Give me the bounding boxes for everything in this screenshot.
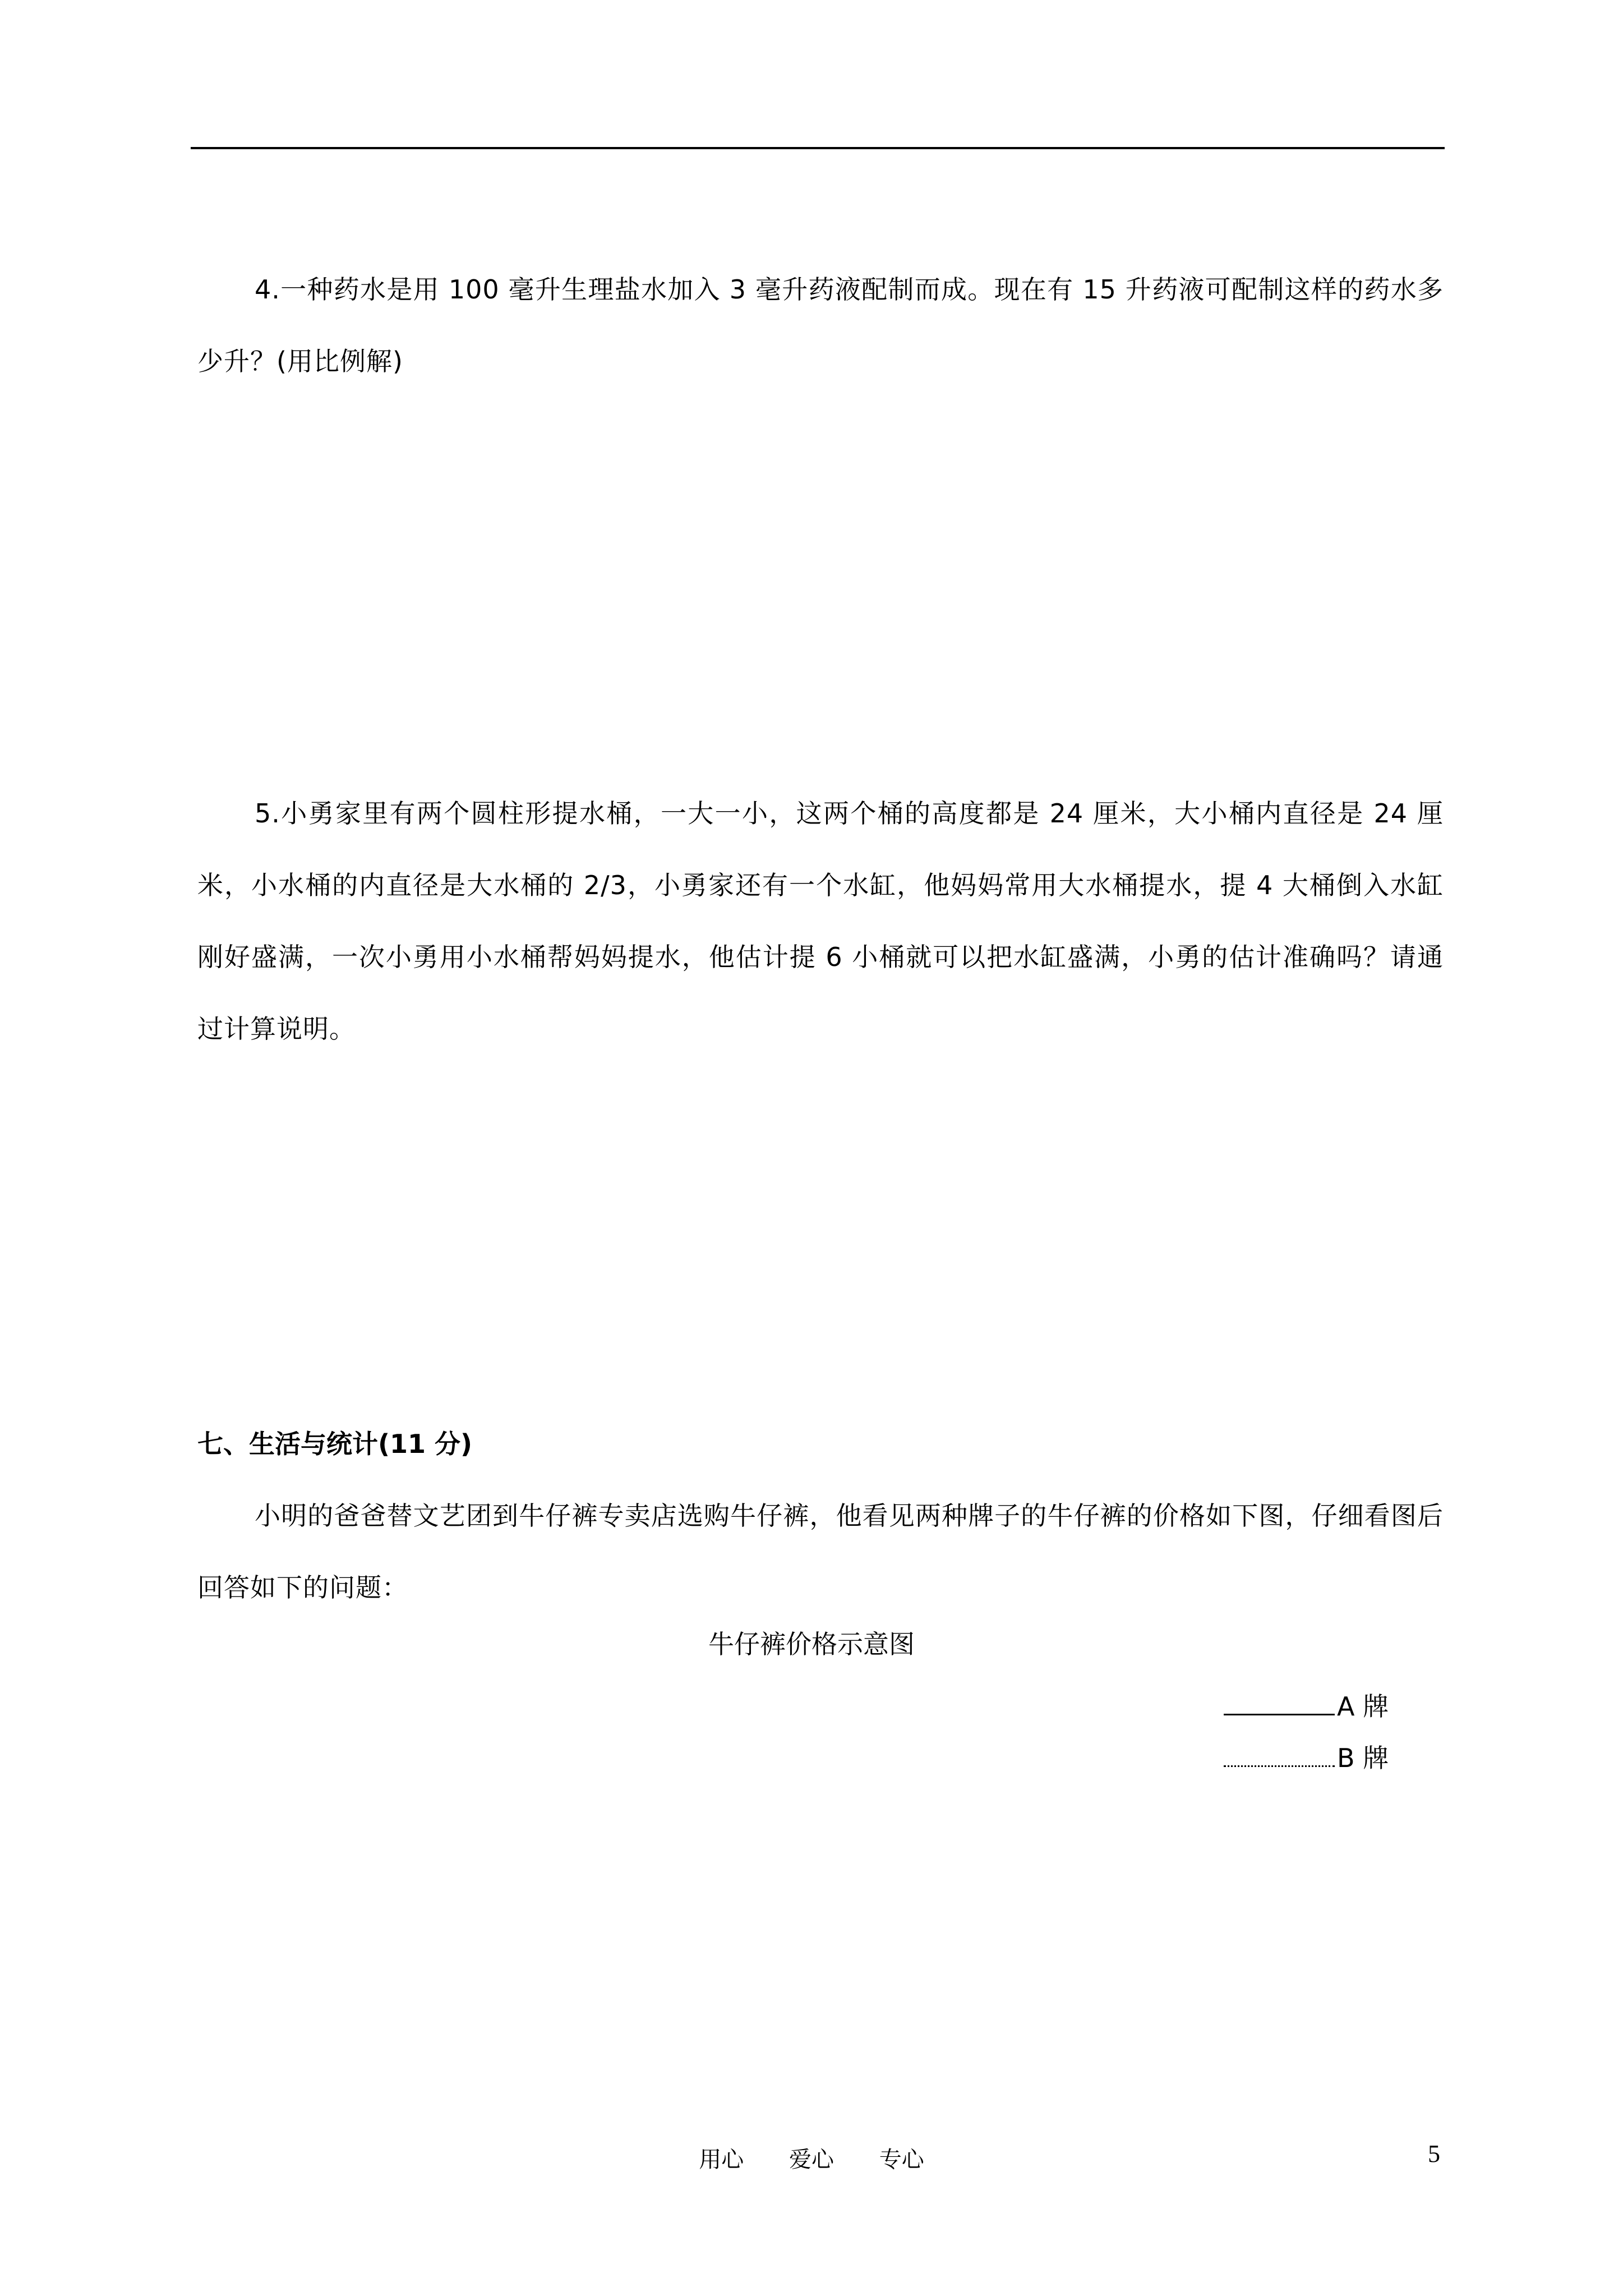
chart-title: 牛仔裤价格示意图 <box>708 1629 915 1659</box>
footer-motto-1: 用心 <box>699 2147 744 2173</box>
legend-label-b: B 牌 <box>1337 1743 1389 1773</box>
legend-label-a: A 牌 <box>1337 1691 1389 1722</box>
footer-motto <box>0 2142 1623 2174</box>
header-rule <box>191 147 1445 149</box>
problem-5: 5.小勇家里有两个圆柱形提水桶，一大一小，这两个桶的高度都是 24 厘米，大小桶内直径是 24 厘米，小水桶的内直径是大水桶的 2/3，小勇家还有一个水缸，他妈妈常用大水桶提水，提 4 大桶倒入水缸刚好盛满，一次小勇用小水桶帮妈妈提水，他估计提 6 小桶就可以把水缸盛满，小勇的估计准确吗？请通过计算说明。 <box>197 798 1444 1044</box>
legend-solid-line <box>1224 1714 1335 1715</box>
problem-4: 4.一种药水是用 100 毫升生理盐水加入 3 毫升药液配制而成。现在有 15 升药液可配制这样的药水多少升？(用比例解) <box>197 274 1444 376</box>
footer-motto-3: 专心 <box>879 2147 924 2173</box>
page-number: 5 <box>1428 2140 1440 2168</box>
legend-dotted-line <box>1224 1765 1335 1767</box>
legend-item-a <box>1224 1687 1389 1723</box>
section-intro: 小明的爸爸替文艺团到牛仔裤专卖店选购牛仔裤，他看见两种牌子的牛仔裤的价格如下图，仔细看图后回答如下的问题： <box>197 1501 1444 1603</box>
section-heading: 七、生活与统计(11 分) <box>197 1429 473 1459</box>
legend-item-b <box>1224 1739 1389 1775</box>
footer-motto-2: 爱心 <box>789 2147 834 2173</box>
